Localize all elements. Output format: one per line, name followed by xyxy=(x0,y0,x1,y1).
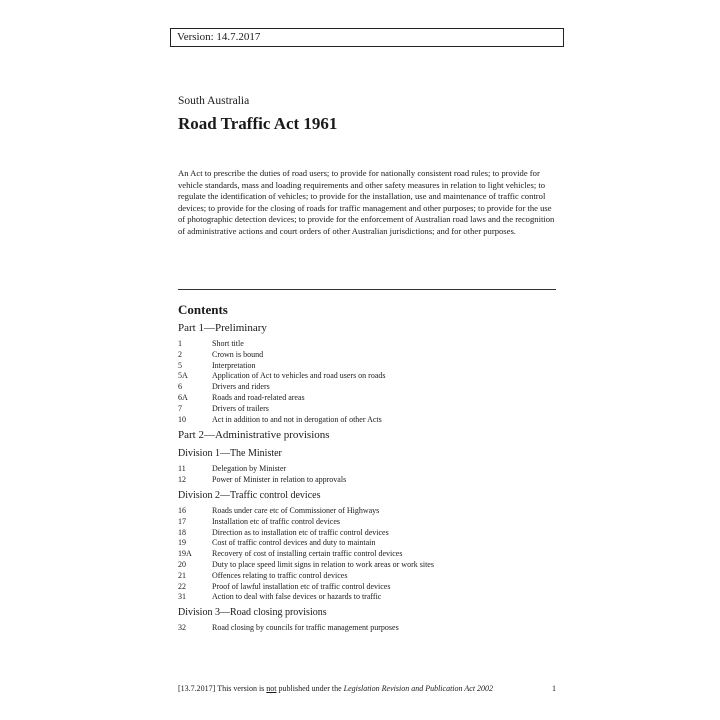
section-number: 31 xyxy=(178,592,186,602)
footer-text: This version is xyxy=(217,684,265,693)
section-title: Road closing by councils for traffic management purposes xyxy=(212,623,399,633)
section-number: 17 xyxy=(178,516,186,526)
divider xyxy=(178,289,556,290)
section-title: Drivers of trailers xyxy=(212,403,269,413)
section-number: 1 xyxy=(178,339,182,348)
act-title: Road Traffic Act 1961 xyxy=(178,114,338,133)
footer-not: not xyxy=(266,684,277,693)
section-title: Roads and road-related areas xyxy=(212,392,305,402)
section-title: Act in addition to and not in derogation of other Acts xyxy=(212,414,382,424)
section-number: 7 xyxy=(178,403,182,413)
toc-entry[interactable] xyxy=(178,404,558,415)
toc-entry[interactable] xyxy=(178,415,558,426)
section-title: Proof of lawful installation etc of traffic control devices xyxy=(212,581,391,591)
section-title: Application of Act to vehicles and road users on roads xyxy=(212,371,386,381)
footer-date: [13.7.2017] xyxy=(178,684,216,693)
section-title: Delegation by Minister xyxy=(212,464,287,474)
section-title: Action to deal with false devices or hazards to traffic xyxy=(212,592,382,602)
section-number: 12 xyxy=(178,475,186,485)
section-title: Crown is bound xyxy=(212,349,264,359)
section-number: 6A xyxy=(178,392,188,402)
section-title: Roads under care etc of Commissioner of Highways xyxy=(212,505,380,515)
section-title: Short title xyxy=(212,339,244,348)
toc-list xyxy=(178,623,558,634)
division-heading[interactable]: Division 3—Road closing provisions xyxy=(178,607,327,619)
section-number: 6 xyxy=(178,382,182,392)
toc-entry[interactable] xyxy=(178,623,558,634)
section-number: 16 xyxy=(178,505,186,515)
toc-list xyxy=(178,339,558,425)
section-number: 20 xyxy=(178,559,186,569)
section-title: Duty to place speed limit signs in relation to work areas or work sites xyxy=(212,559,434,569)
section-number: 2 xyxy=(178,349,182,359)
toc-entry[interactable] xyxy=(178,382,558,393)
toc-entry[interactable] xyxy=(178,528,558,539)
toc-entry[interactable] xyxy=(178,517,558,528)
jurisdiction: South Australia xyxy=(178,95,250,107)
section-title: Offences relating to traffic control devices xyxy=(212,570,348,580)
toc-entry[interactable] xyxy=(178,506,558,517)
footer-text: published under the xyxy=(278,684,342,693)
toc-entry[interactable] xyxy=(178,538,558,549)
table-of-contents xyxy=(178,322,558,634)
toc-entry[interactable] xyxy=(178,339,558,350)
section-title: Cost of traffic control devices and duty to maintain xyxy=(212,538,376,548)
toc-entry[interactable] xyxy=(178,582,558,593)
section-number: 11 xyxy=(178,464,186,474)
section-number: 21 xyxy=(178,570,186,580)
division-heading[interactable]: Division 2—Traffic control devices xyxy=(178,489,321,501)
page-number: 1 xyxy=(552,684,556,693)
toc-entry[interactable] xyxy=(178,393,558,404)
section-title: Direction as to installation etc of traffic control devices xyxy=(212,527,389,537)
part-heading[interactable]: Part 2—Administrative provisions xyxy=(178,429,330,442)
section-number: 19 xyxy=(178,538,186,548)
toc-entry[interactable] xyxy=(178,361,558,372)
part-heading[interactable]: Part 1—Preliminary xyxy=(178,322,267,334)
section-number: 19A xyxy=(178,549,192,559)
section-title: Interpretation xyxy=(212,360,256,370)
toc-entry[interactable] xyxy=(178,475,558,486)
section-number: 18 xyxy=(178,527,186,537)
toc-entry[interactable] xyxy=(178,549,558,560)
section-title: Power of Minister in relation to approvals xyxy=(212,475,347,485)
section-title: Drivers and riders xyxy=(212,382,270,392)
toc-entry[interactable] xyxy=(178,464,558,475)
section-title: Recovery of cost of installing certain traffic control devices xyxy=(212,549,403,559)
contents-heading: Contents xyxy=(178,302,228,317)
version-label: Version: 14.7.2017 xyxy=(170,28,564,47)
toc-list xyxy=(178,464,558,486)
section-number: 22 xyxy=(178,581,186,591)
section-number: 5 xyxy=(178,360,182,370)
long-title: An Act to prescribe the duties of road users; to provide for nationally consistent road rules; to provide for vehicle standards, mass and loading requirements and other safety measures in relation to light vehicles; to regulate the identification of vehicles; to provide for the installation, use and maintenance of traffic control devices; to provide for the closing of roads for traffic management and other purposes; to provide for the use of photographic detection devices; to provide for the enforcement of Australian road laws and the recognition of administrative actions and court orders of other Australian jurisdictions; and for other purposes. xyxy=(178,168,555,236)
toc-entry[interactable] xyxy=(178,592,558,603)
section-number: 10 xyxy=(178,414,186,424)
toc-entry[interactable] xyxy=(178,571,558,582)
section-title: Installation etc of traffic control devices xyxy=(212,516,341,526)
toc-entry[interactable] xyxy=(178,350,558,361)
section-number: 32 xyxy=(178,623,186,633)
toc-entry[interactable] xyxy=(178,371,558,382)
division-heading[interactable]: Division 1—The Minister xyxy=(178,448,282,460)
toc-entry[interactable] xyxy=(178,560,558,571)
page-footer xyxy=(178,684,556,694)
section-number: 5A xyxy=(178,371,188,381)
toc-list xyxy=(178,506,558,603)
footer-act-name: Legislation Revision and Publication Act 2002 xyxy=(343,684,494,693)
